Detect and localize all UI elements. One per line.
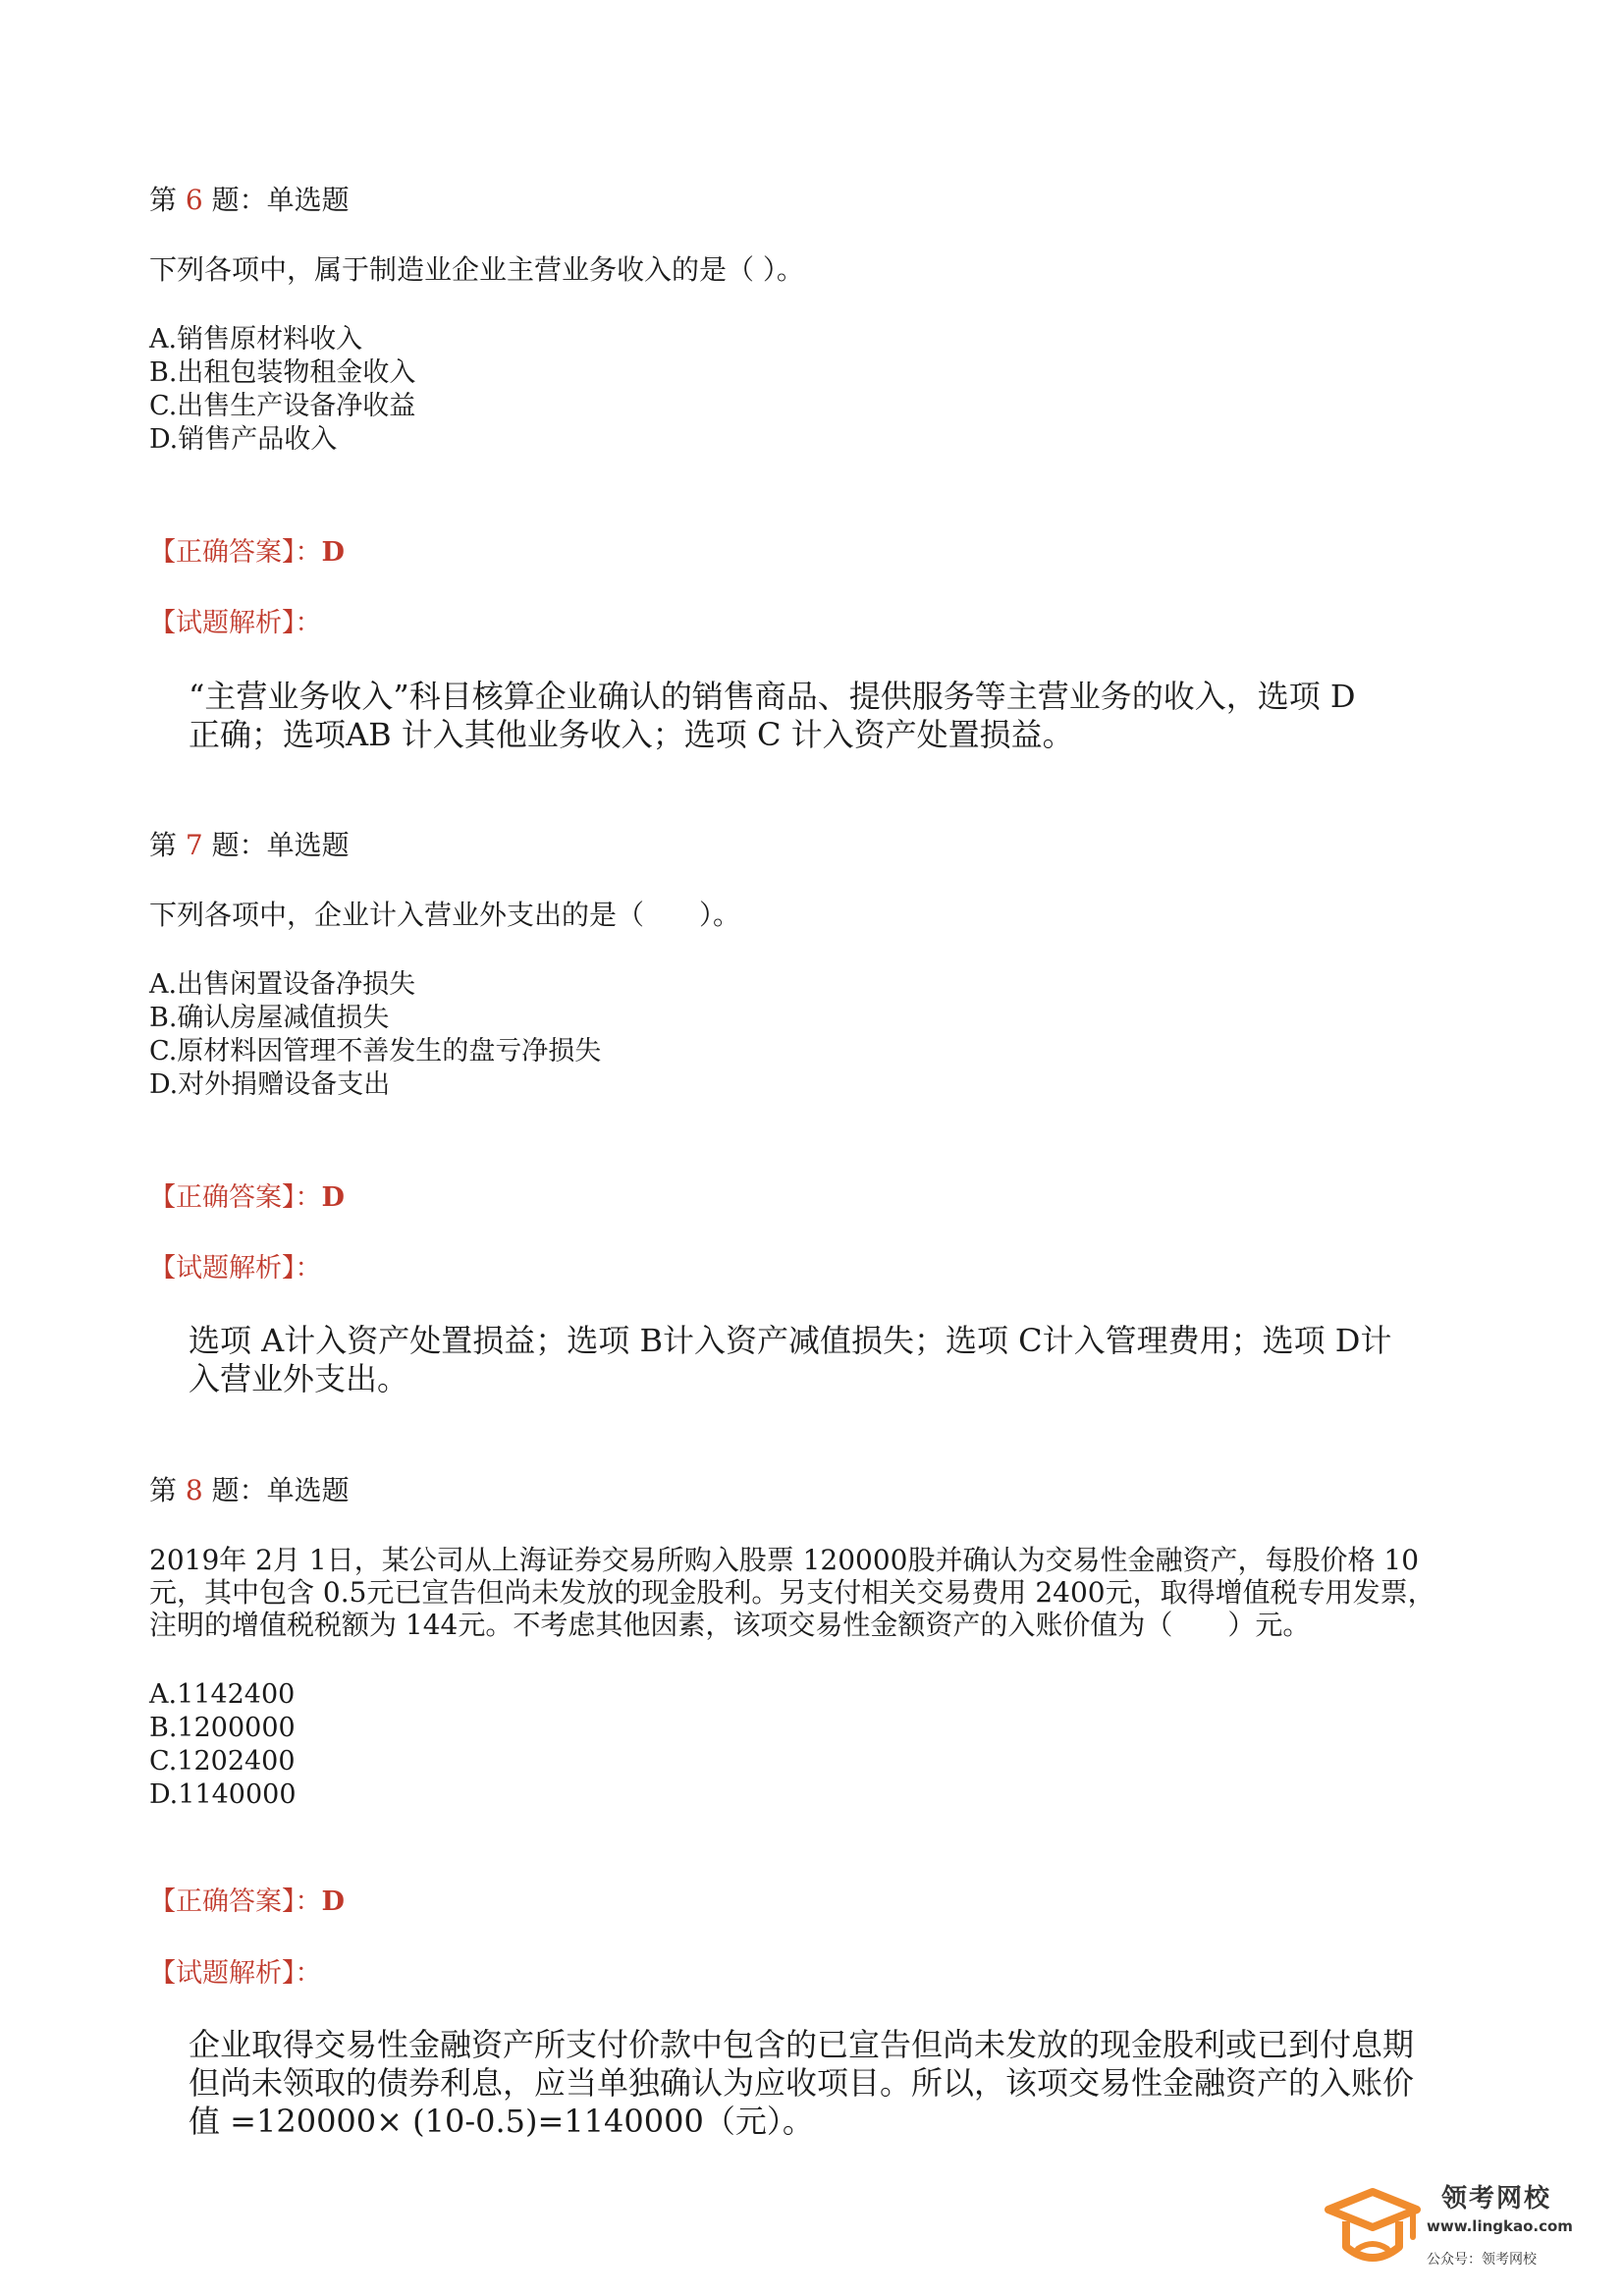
brand-wechat: 公众号：领考网校 <box>1427 2252 1537 2268</box>
analysis-text <box>189 2026 1465 2141</box>
question-prefix: 第 <box>149 1474 186 1506</box>
question-6 <box>149 183 1485 457</box>
stem-line: 注明的增值税税额为 144元。不考虑其他因素，该项交易性金额资产的入账价值为（ ）元。 <box>149 1609 1311 1641</box>
answer-value: D <box>321 537 345 568</box>
option-d: D.销售产品收入 <box>149 424 338 455</box>
answer-value: D <box>321 1886 345 1917</box>
analysis-line: 选项 A计入资产处置损益；选项 B计入资产减值损失；选项 C计入管理费用；选项 D计 <box>189 1322 1392 1359</box>
question-stem: 下列各项中，属于制造业企业主营业务收入的是（ ）。 <box>149 253 804 286</box>
analysis-line: 值 =120000× (10-0.5)=1140000（元）。 <box>189 2103 814 2140</box>
analysis-line: 企业取得交易性金融资产所支付价款中包含的已宣告但尚未发放的现金股利或已到付息期 <box>189 2026 1415 2063</box>
question-stem: 下列各项中，企业计入营业外支出的是（ ）。 <box>149 899 741 931</box>
question-number: 6 <box>185 184 203 216</box>
option-c: C.出售生产设备净收益 <box>149 391 416 421</box>
answer-line <box>149 1885 345 1920</box>
analysis-line: 但尚未领取的债券利息，应当单独确认为应收项目。所以，该项交易性金融资产的入账价 <box>189 2064 1415 2102</box>
brand-name: 领考网校 <box>1441 2184 1552 2214</box>
question-8 <box>149 1473 1485 1812</box>
analysis-label: 【试题解析】： <box>149 1958 322 1989</box>
question-number: 7 <box>185 829 203 861</box>
option-b: B.1200000 <box>149 1713 296 1743</box>
answer-value: D <box>321 1182 345 1213</box>
answer-label: 【正确答案】： <box>149 537 322 568</box>
analysis-text <box>189 678 1465 754</box>
analysis-label: 【试题解析】： <box>149 1253 322 1284</box>
question-header <box>149 1473 1485 1508</box>
question-type: 题：单选题 <box>202 184 350 216</box>
analysis-label: 【试题解析】： <box>149 608 322 638</box>
option-a: A.销售原材料收入 <box>149 324 363 355</box>
question-header <box>149 183 1485 218</box>
option-b: B.出租包装物租金收入 <box>149 357 416 388</box>
option-c: C.原材料因管理不善发生的盘亏净损失 <box>149 1036 602 1066</box>
question-7 <box>149 828 1485 1102</box>
stem-line: 元，其中包含 0.5元已宣告但尚未发放的现金股利。另支付相关交易费用 2400元，取得增值税专用发票， <box>149 1576 1435 1609</box>
option-list <box>149 323 1485 457</box>
question-prefix: 第 <box>149 184 186 216</box>
graduation-cap-icon <box>1319 2178 1427 2276</box>
option-c: C.1202400 <box>149 1746 296 1777</box>
option-d: D.1140000 <box>149 1779 297 1810</box>
answer-label: 【正确答案】： <box>149 1182 322 1213</box>
question-type: 题：单选题 <box>202 1474 350 1506</box>
option-list <box>149 968 1485 1102</box>
analysis-line: 正确；选项AB 计入其他业务收入；选项 C 计入资产处置损益。 <box>189 716 1074 753</box>
option-b: B.确认房屋减值损失 <box>149 1003 390 1033</box>
option-a: A.出售闲置设备净损失 <box>149 969 416 1000</box>
question-stem <box>149 1544 1485 1641</box>
question-prefix: 第 <box>149 829 186 861</box>
option-d: D.对外捐赠设备支出 <box>149 1069 391 1100</box>
analysis-line: 入营业外支出。 <box>189 1360 409 1397</box>
brand-logo <box>1319 2178 1584 2276</box>
question-header <box>149 828 1485 863</box>
brand-url: www.lingkao.com <box>1427 2217 1573 2235</box>
analysis-text <box>189 1322 1465 1398</box>
question-type: 题：单选题 <box>202 829 350 861</box>
answer-line <box>149 1180 345 1216</box>
question-number: 8 <box>185 1474 203 1506</box>
option-a: A.1142400 <box>149 1679 296 1710</box>
answer-label: 【正确答案】： <box>149 1886 322 1917</box>
option-list <box>149 1678 1485 1812</box>
answer-line <box>149 535 345 571</box>
analysis-line: “主营业务收入”科目核算企业确认的销售商品、提供服务等主营业务的收入，选项 D <box>189 678 1356 715</box>
stem-line: 2019年 2月 1日，某公司从上海证券交易所购入股票 120000股并确认为交易性金融资产，每股价格 10 <box>149 1544 1420 1576</box>
